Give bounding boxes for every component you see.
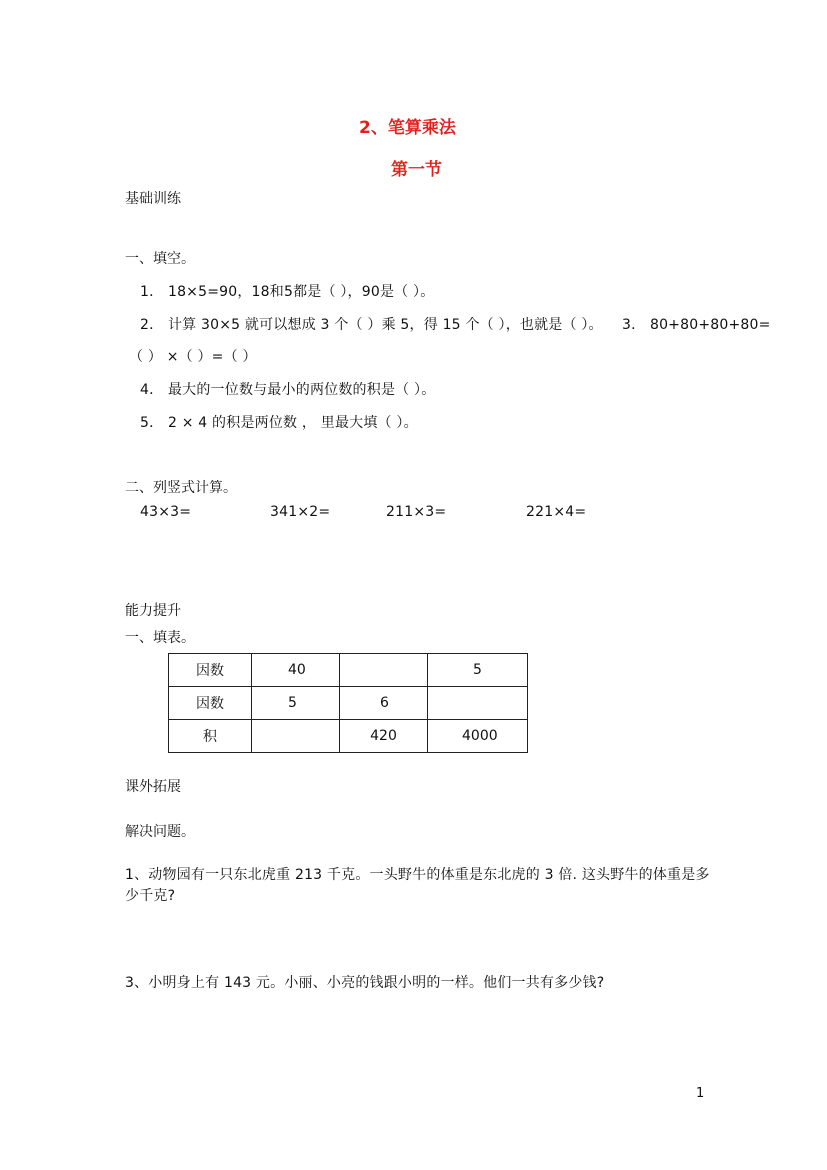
table-cell xyxy=(340,654,428,687)
question-4: 4． 最大的一位数与最小的两位数的积是（ ）。 xyxy=(140,382,436,398)
page-number: 1 xyxy=(696,1086,705,1101)
table-cell xyxy=(252,720,340,753)
problem-3: 3、小明身上有 143 元。小丽、小亮的钱跟小明的一样。他们一共有多少钱? xyxy=(125,975,605,991)
table-cell: 因数 xyxy=(169,687,252,720)
question-3-continued: （ ） ×（ ）=（ ） xyxy=(129,349,257,365)
calc-item-2: 341×2= xyxy=(270,504,331,520)
calc-item-1: 43×3= xyxy=(140,504,192,520)
page-title: 2、笔算乘法 xyxy=(359,118,456,138)
calc-item-3: 211×3= xyxy=(386,504,447,520)
table-cell: 40 xyxy=(252,654,340,687)
question-2: 2． 计算 30×5 就可以想成 3 个（ ）乘 5，得 15 个（ ），也就是（ ）。 xyxy=(140,317,603,333)
table-cell: 5 xyxy=(252,687,340,720)
part2-heading: 二、列竖式计算。 xyxy=(125,480,237,496)
table-row xyxy=(169,687,528,720)
problem-1-line-2: 少千克? xyxy=(125,888,176,904)
section-heading-basic: 基础训练 xyxy=(125,191,181,207)
problem-1-line-1: 1、动物园有一只东北虎重 213 千克。一头野牛的体重是东北虎的 3 倍. 这头野牛的体重是多 xyxy=(125,867,710,883)
table-cell: 积 xyxy=(169,720,252,753)
table-cell: 5 xyxy=(428,654,528,687)
section-heading-extension: 课外拓展 xyxy=(125,779,181,795)
part1-heading: 一、填空。 xyxy=(125,251,195,267)
table-cell: 420 xyxy=(340,720,428,753)
calc-item-4: 221×4= xyxy=(526,504,587,520)
question-1: 1． 18×5=90，18和5都是（ ），90是（ ）。 xyxy=(140,284,435,300)
table-row xyxy=(169,654,528,687)
page-subtitle: 第一节 xyxy=(391,160,442,180)
question-3: 3． 80+80+80+80= xyxy=(622,317,771,333)
section-heading-ability: 能力提升 xyxy=(125,603,181,619)
factor-table xyxy=(168,653,528,753)
table-cell: 4000 xyxy=(428,720,528,753)
fill-table-heading: 一、填表。 xyxy=(125,630,195,646)
question-5: 5． 2 × 4 的积是两位数 ， 里最大填（ ）。 xyxy=(140,415,418,431)
table-cell xyxy=(428,687,528,720)
table-row xyxy=(169,720,528,753)
table-cell: 6 xyxy=(340,687,428,720)
problem-solving-heading: 解决问题。 xyxy=(125,824,195,840)
table-cell: 因数 xyxy=(169,654,252,687)
